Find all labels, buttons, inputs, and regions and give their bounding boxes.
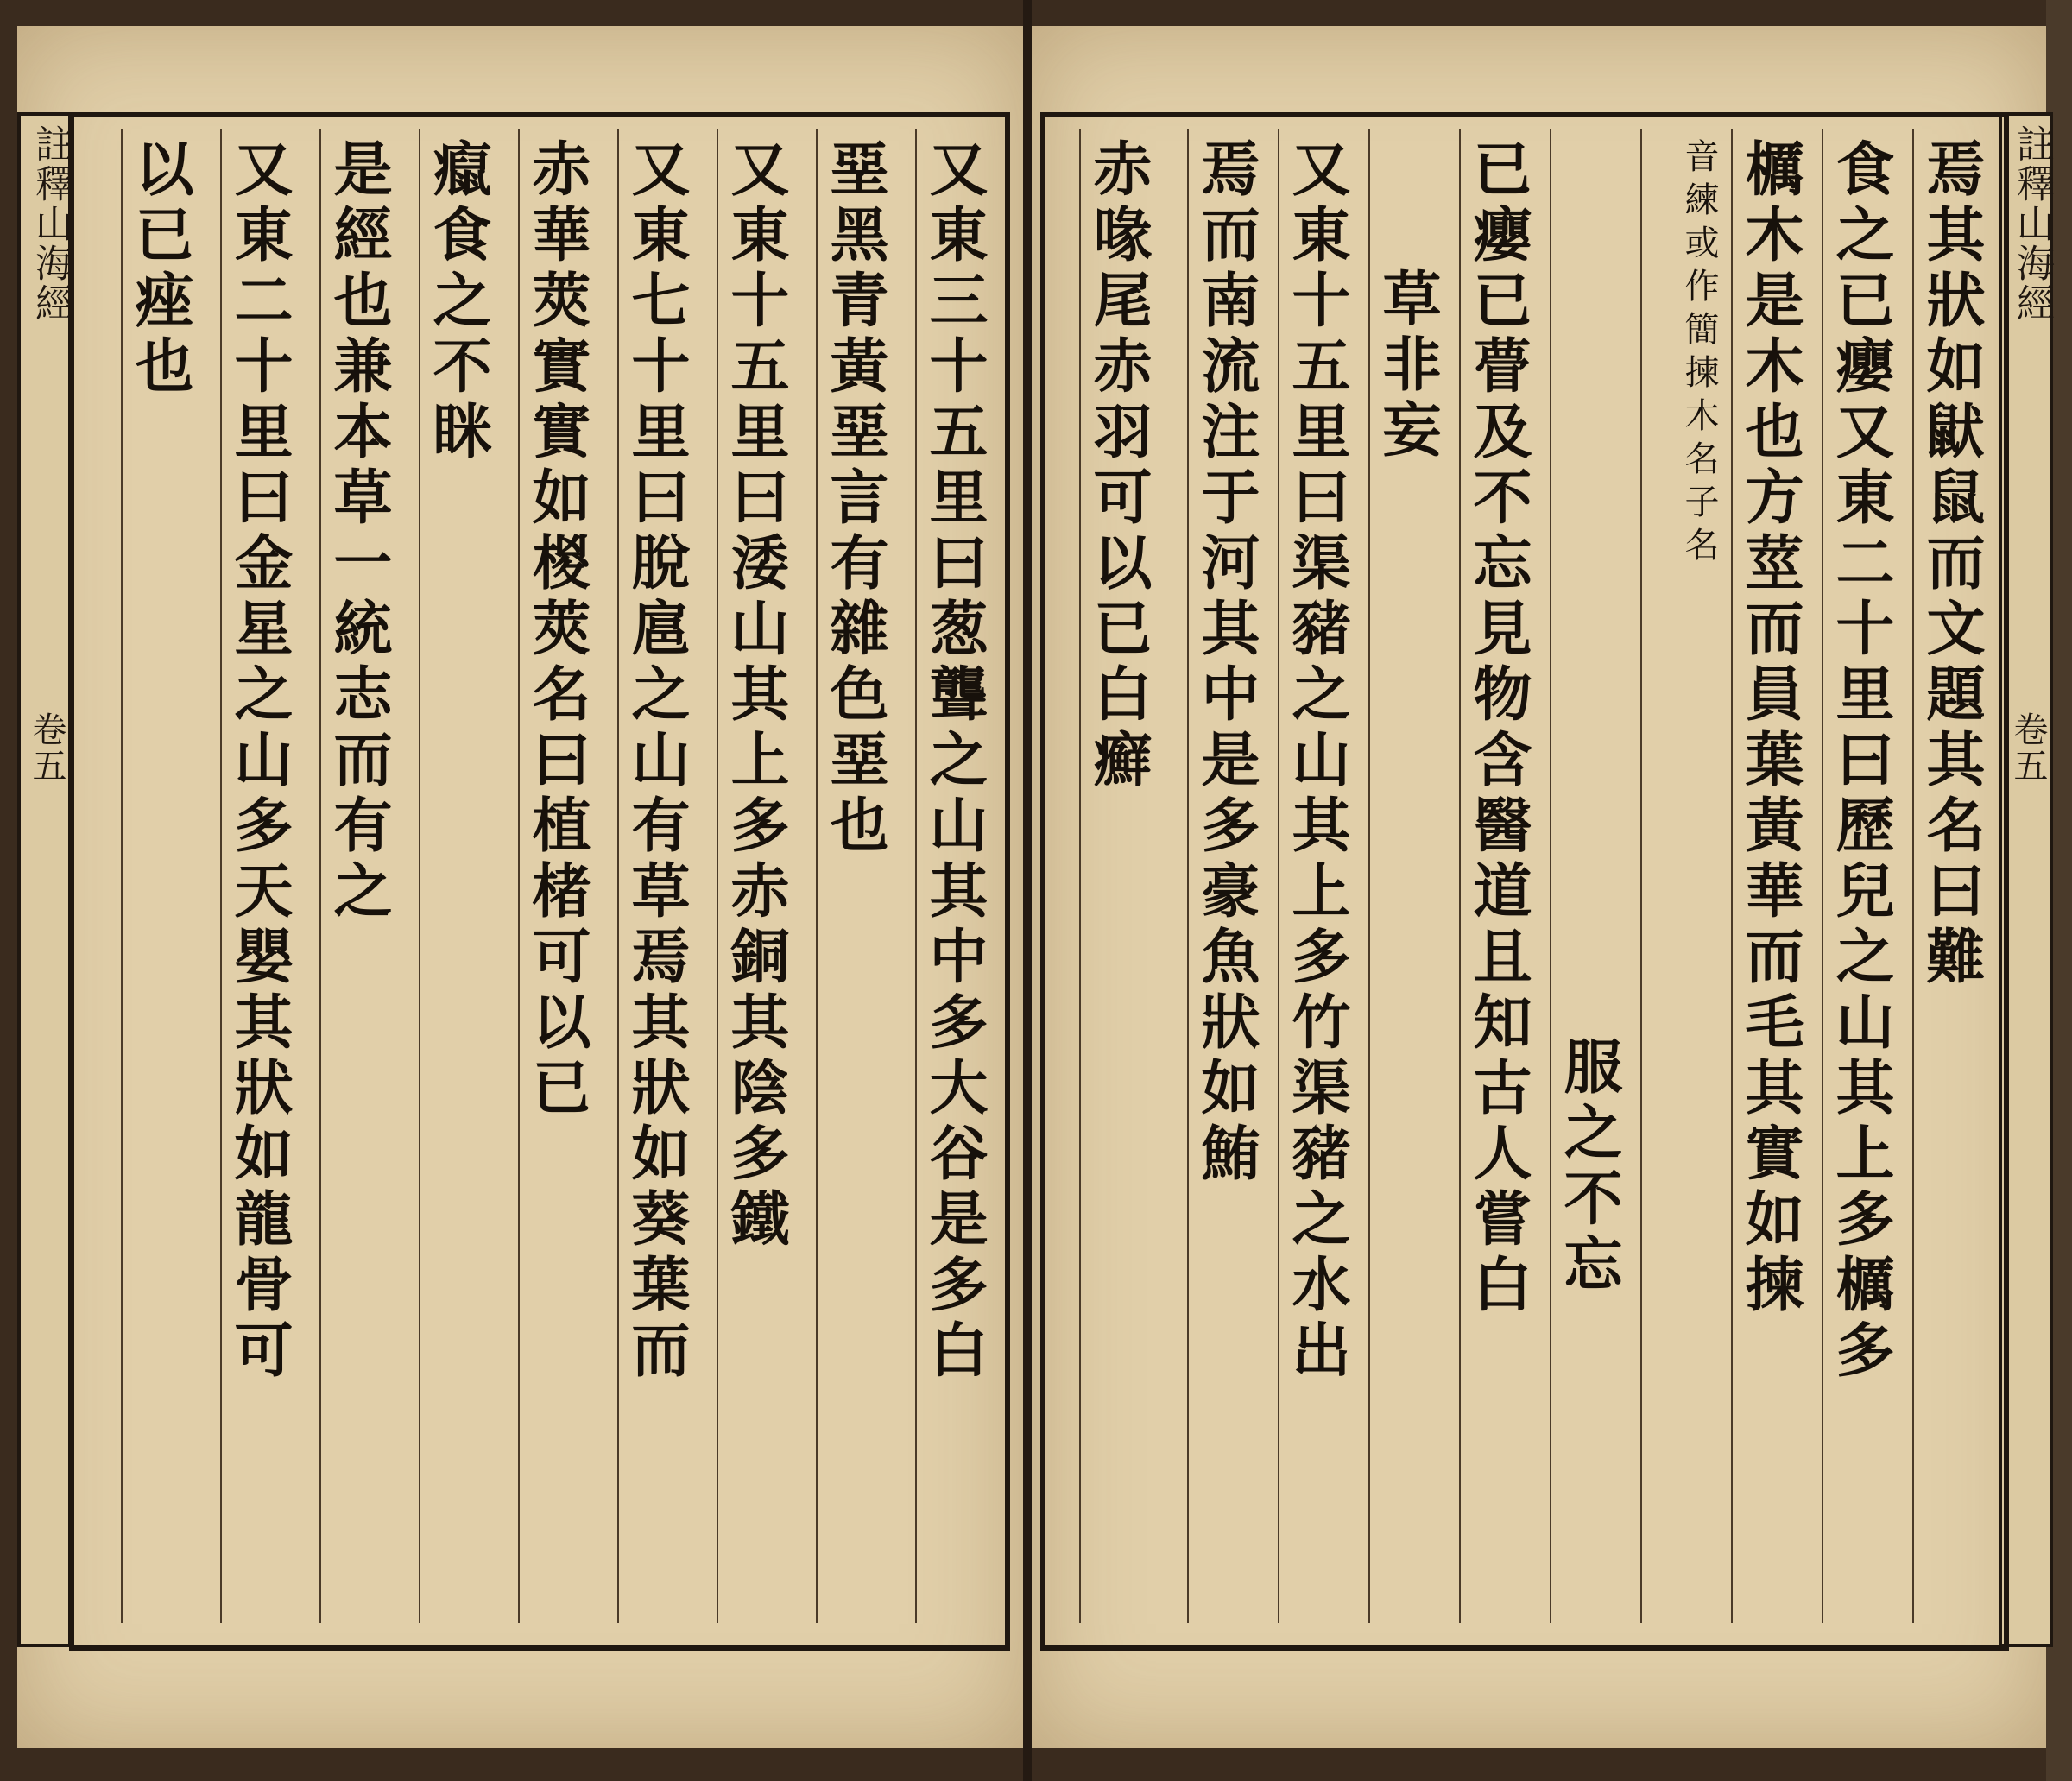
text-column: 已癭已瞢及不忘見物含醫道且知古人嘗白 [1459,129,1537,1623]
right-margin-juan: 卷五 [2008,711,2048,784]
text-column: 服之不忘 [1550,129,1627,1623]
annotation-column: 音練或作簡揀木名子名 [1640,129,1718,1623]
left-margin-juan: 卷五 [27,711,66,784]
text-column: 又東七十里曰脫扈之山有草焉其狀如葵葉而 [617,129,695,1623]
text-column: 焉其狀如鼣鼠而文題其名曰難 [1912,129,1990,1623]
left-margin-title: 註釋山海經 [28,124,73,323]
left-margin-column [17,112,72,1647]
text-column: 以已痤也 [121,129,199,1623]
text-column: 是經也兼本草一統志而有之 [319,129,397,1623]
text-column: 焉而南流注于河其中是多豪魚狀如鮪 [1187,129,1265,1623]
text-column: 食之已癭又東二十里曰歷兒之山其上多櫔多 [1822,129,1899,1623]
text-column: 赤華莢實實如椶莢名曰植楮可以已 [518,129,596,1623]
right-margin-title: 註釋山海經 [2010,124,2054,323]
text-column: 又東三十五里曰葱聾之山其中多大谷是多白 [915,129,993,1623]
text-column: 癙食之不眯 [419,129,496,1623]
text-column: 又東十五里曰渠豬之山其上多竹渠豬之水出 [1278,129,1355,1623]
text-column: 赤喙尾赤羽可以已白癬 [1079,129,1157,1623]
text-column: 櫔木是木也方莖而員葉黃華而毛其實如揀 [1731,129,1809,1623]
text-column: 草非妄 [1368,129,1446,1623]
book-spine [1023,0,1032,1781]
text-column: 又東十五里曰涹山其上多赤銅其陰多鐵 [717,129,794,1623]
text-column: 又東二十里曰金星之山多天嬰其狀如龍骨可 [220,129,298,1623]
text-column: 堊黑青黃堊言有雜色堊也 [816,129,894,1623]
